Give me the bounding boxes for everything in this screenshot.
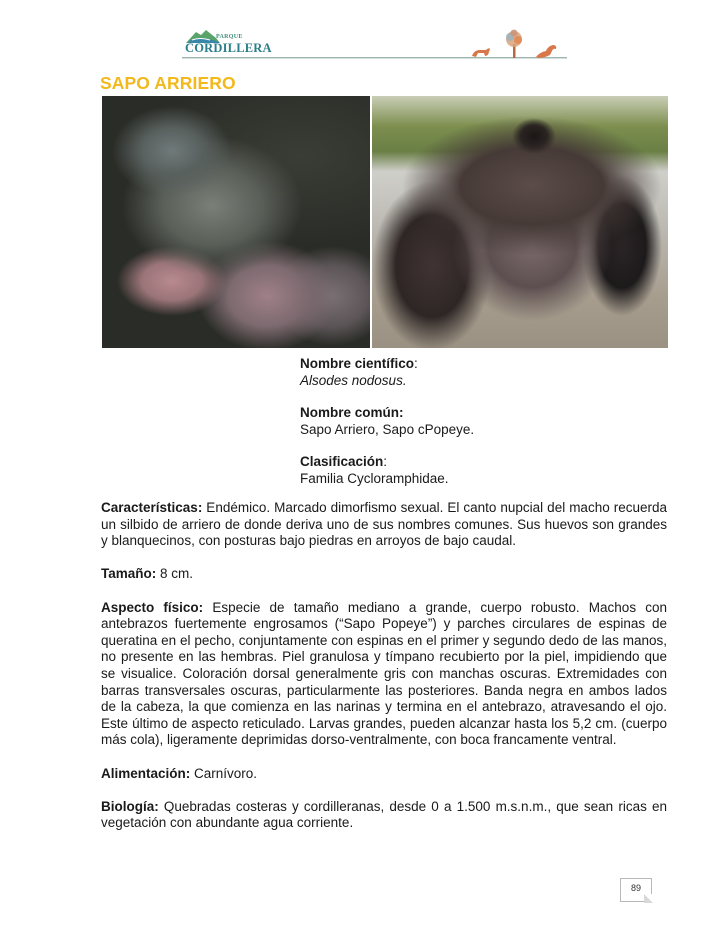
taxonomy-block (300, 356, 474, 503)
section-caracteristicas (101, 500, 667, 550)
scientific-name-label: Nombre científico (300, 356, 415, 371)
biologia-label: Biología: (101, 798, 159, 814)
scientific-name-value: Alsodes nodosus. (300, 372, 407, 388)
alimentacion-text: Carnívoro. (190, 765, 258, 781)
section-aspecto (101, 600, 667, 749)
page-number: 89 (630, 883, 641, 893)
tamano-text: 8 cm. (156, 566, 194, 582)
common-name-value: Sapo Arriero, Sapo cPopeye. (300, 421, 475, 437)
biologia-text: Quebradas costeras y cordilleranas, desde 0 a 1.500 m.s.n.m., que sean ricas en vegetación con abundante agua corriente. (101, 798, 667, 831)
fox-icon (472, 48, 490, 57)
common-name (300, 405, 474, 438)
section-alimentacion (101, 766, 667, 783)
scientific-name (300, 356, 474, 389)
tamano-label: Tamaño: (101, 566, 157, 582)
photo-gallery (102, 96, 668, 348)
caracteristicas-label: Características: (101, 500, 203, 515)
squirrel-icon (536, 45, 556, 58)
section-tamano (101, 566, 667, 583)
species-description (101, 500, 667, 848)
section-biologia (101, 799, 667, 832)
parque-cordillera-logo (182, 26, 272, 60)
scientific-name-sep: : (414, 356, 418, 371)
page-header (182, 26, 567, 62)
logo-text-parque: PARQUE (216, 34, 243, 40)
caracteristicas-text: Endémico. Marcado dimorfismo sexual. El canto nupcial del macho recuerda un silbido de arriero de donde deriva uno de sus nombres comunes. Sus huevos son grandes y blanquecinos, con posturas bajo piedras en arroyos de bajo caudal. (101, 500, 667, 549)
header-decoration (470, 28, 562, 60)
logo-text-cordillera: CORDILLERA (185, 41, 272, 55)
aspecto-label: Aspecto físico: (101, 599, 204, 615)
tree-icon (506, 30, 522, 59)
page-curl-icon (644, 894, 653, 903)
classification-value: Familia Cycloramphidae. (300, 470, 449, 486)
common-name-label: Nombre común: (300, 405, 404, 420)
alimentacion-label: Alimentación: (101, 765, 191, 781)
frog-photo-left (102, 96, 370, 348)
classification-label: Clasificación (300, 454, 384, 469)
classification-sep: : (383, 454, 388, 469)
aspecto-text: Especie de tamaño mediano a grande, cuerpo robusto. Machos con antebrazos fuertemente engrosamos (“Sapo Popeye”) y parches circulares de espinas de queratina en el pecho, conjuntamente con espinas en el primer y segundo dedo de las manos, no presente en las hembras. Piel granulosa y tímpano recubierto por la piel, impidiendo que se visualice. Coloración dorsal generalmente gris con manchas oscuras. Extremidades con barras transversales oscuras, particularmente las posteriores. Banda negra en ambos lados de la cabeza, la que comienza en las narinas y termina en el antebrazo, atravesando el ojo. Este último de aspecto reticulado. Larvas grandes, pueden alcanzar hasta los 5,2 cm. (cuerpo más cola), ligeramente deprimidas dorso-ventralmente, con boca francamente ventral. (101, 599, 667, 748)
page-title: SAPO ARRIERO (100, 73, 236, 93)
frog-photo-right (372, 96, 668, 348)
classification (300, 454, 474, 487)
page-number-badge (620, 878, 652, 902)
